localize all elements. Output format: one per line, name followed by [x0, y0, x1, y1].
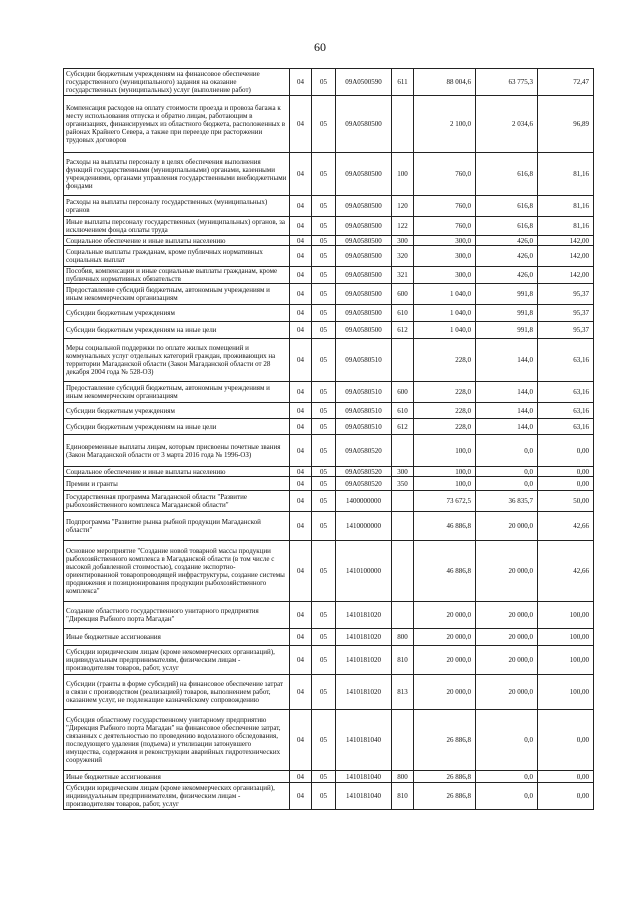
row-percent: 100,00: [538, 646, 594, 675]
row-expense-type: 800: [392, 629, 414, 646]
row-target-code: 09А0580520: [336, 467, 392, 477]
row-expense-type: 810: [392, 783, 414, 810]
row-percent: 96,89: [538, 96, 594, 153]
row-percent: 95,37: [538, 305, 594, 322]
row-executed: 36 835,7: [476, 491, 538, 512]
row-percent: 81,16: [538, 196, 594, 217]
row-name: Субсидия областному государственному унитарному предприятию "Дирекция Рыбного порта Магадан" на финансовое обеспечение затрат, связанных с деятельностью по проведению водолазного обследования, последующего удаления (подъема) и утилизации затонувшего имущества, содержания и реконструкции аварийных гидротехнических сооружений: [64, 710, 290, 771]
table-row: [64, 771, 594, 783]
budget-table: [63, 68, 594, 810]
row-expense-type: 813: [392, 675, 414, 710]
row-name: Субсидии юридическим лицам (кроме некоммерческих организаций), индивидуальным предпринимателям, физическим лицам - производителям товаров, работ, услуг: [64, 646, 290, 675]
row-expense-type: 120: [392, 196, 414, 217]
row-planned: 20 000,0: [414, 602, 476, 629]
row-subsection: 05: [312, 246, 336, 267]
row-name: Субсидии бюджетным учреждениям на иные цели: [64, 322, 290, 339]
row-section: 04: [290, 246, 312, 267]
row-planned: 300,0: [414, 236, 476, 246]
row-name: Премии и гранты: [64, 477, 290, 491]
row-name: Иные бюджетные ассигнования: [64, 629, 290, 646]
row-percent: 0,00: [538, 710, 594, 771]
row-planned: 760,0: [414, 217, 476, 236]
row-planned: 760,0: [414, 153, 476, 196]
row-target-code: 09А0580520: [336, 435, 392, 467]
row-subsection: 05: [312, 419, 336, 435]
row-planned: 46 886,8: [414, 512, 476, 541]
row-expense-type: [392, 602, 414, 629]
row-expense-type: 600: [392, 382, 414, 403]
row-subsection: 05: [312, 435, 336, 467]
row-target-code: 1410100000: [336, 541, 392, 602]
row-executed: 616,8: [476, 153, 538, 196]
row-expense-type: 300: [392, 467, 414, 477]
row-planned: 1 040,0: [414, 284, 476, 305]
row-executed: 0,0: [476, 771, 538, 783]
row-section: 04: [290, 96, 312, 153]
row-expense-type: [392, 710, 414, 771]
table-row: [64, 284, 594, 305]
table-row: [64, 477, 594, 491]
row-executed: 0,0: [476, 710, 538, 771]
row-expense-type: 600: [392, 284, 414, 305]
row-section: 04: [290, 339, 312, 382]
row-planned: 228,0: [414, 419, 476, 435]
row-section: 04: [290, 196, 312, 217]
row-section: 04: [290, 419, 312, 435]
row-expense-type: 610: [392, 305, 414, 322]
row-subsection: 05: [312, 629, 336, 646]
row-target-code: 09А0580500: [336, 196, 392, 217]
row-name: Субсидии бюджетным учреждениям на финансовое обеспечение государственного (муниципального) задания на оказание государственных (муниципальных) услуг (выполнение работ): [64, 69, 290, 96]
row-section: 04: [290, 629, 312, 646]
row-executed: 2 034,6: [476, 96, 538, 153]
row-expense-type: 300: [392, 236, 414, 246]
row-percent: 42,66: [538, 541, 594, 602]
row-subsection: 05: [312, 602, 336, 629]
row-expense-type: 100: [392, 153, 414, 196]
row-executed: 616,8: [476, 217, 538, 236]
row-target-code: 09А0580520: [336, 477, 392, 491]
table-row: [64, 783, 594, 810]
row-executed: 991,8: [476, 305, 538, 322]
row-subsection: 05: [312, 322, 336, 339]
row-percent: 63,16: [538, 419, 594, 435]
row-name: Социальные выплаты гражданам, кроме публичных нормативных социальных выплат: [64, 246, 290, 267]
row-executed: 20 000,0: [476, 512, 538, 541]
row-executed: 0,0: [476, 477, 538, 491]
row-subsection: 05: [312, 217, 336, 236]
table-row: [64, 403, 594, 419]
row-target-code: 1410181040: [336, 771, 392, 783]
row-percent: 142,00: [538, 246, 594, 267]
row-executed: 20 000,0: [476, 541, 538, 602]
row-target-code: 09А0580500: [336, 267, 392, 284]
row-section: 04: [290, 217, 312, 236]
row-name: Социальное обеспечение и иные выплаты населению: [64, 236, 290, 246]
table-row: [64, 646, 594, 675]
row-subsection: 05: [312, 783, 336, 810]
table-row: [64, 305, 594, 322]
row-planned: 228,0: [414, 382, 476, 403]
row-target-code: 1410181020: [336, 646, 392, 675]
row-planned: 20 000,0: [414, 675, 476, 710]
row-subsection: 05: [312, 646, 336, 675]
row-subsection: 05: [312, 403, 336, 419]
row-percent: 63,16: [538, 382, 594, 403]
row-percent: 0,00: [538, 477, 594, 491]
row-section: 04: [290, 477, 312, 491]
table-row: [64, 267, 594, 284]
table-row: [64, 236, 594, 246]
row-name: Создание областного государственного унитарного предприятия "Дирекция Рыбного порта Магадан": [64, 602, 290, 629]
row-target-code: 1410181020: [336, 602, 392, 629]
table-row: [64, 675, 594, 710]
row-expense-type: 350: [392, 477, 414, 491]
row-expense-type: 122: [392, 217, 414, 236]
row-percent: 0,00: [538, 467, 594, 477]
row-subsection: 05: [312, 69, 336, 96]
row-subsection: 05: [312, 491, 336, 512]
row-planned: 2 100,0: [414, 96, 476, 153]
row-section: 04: [290, 305, 312, 322]
row-planned: 26 886,8: [414, 710, 476, 771]
row-name: Иные выплаты персоналу государственных (муниципальных) органов, за исключением фонда оплаты труда: [64, 217, 290, 236]
table-row: [64, 467, 594, 477]
row-section: 04: [290, 771, 312, 783]
row-executed: 20 000,0: [476, 646, 538, 675]
row-section: 04: [290, 783, 312, 810]
row-name: Субсидии бюджетным учреждениям: [64, 403, 290, 419]
row-name: Субсидии юридическим лицам (кроме некоммерческих организаций), индивидуальным предпринимателям, физическим лицам - производителям товаров, работ, услуг: [64, 783, 290, 810]
row-expense-type: 612: [392, 419, 414, 435]
row-executed: 991,8: [476, 322, 538, 339]
row-percent: 63,16: [538, 403, 594, 419]
row-subsection: 05: [312, 196, 336, 217]
row-section: 04: [290, 153, 312, 196]
table-row: [64, 196, 594, 217]
row-executed: 20 000,0: [476, 602, 538, 629]
row-section: 04: [290, 267, 312, 284]
row-section: 04: [290, 710, 312, 771]
row-planned: 88 004,6: [414, 69, 476, 96]
row-target-code: 1410181020: [336, 629, 392, 646]
row-section: 04: [290, 467, 312, 477]
row-percent: 100,00: [538, 602, 594, 629]
row-name: Социальное обеспечение и иные выплаты населению: [64, 467, 290, 477]
row-target-code: 09А0580510: [336, 419, 392, 435]
row-executed: 144,0: [476, 339, 538, 382]
row-section: 04: [290, 541, 312, 602]
row-executed: 144,0: [476, 419, 538, 435]
table-row: [64, 541, 594, 602]
row-name: Единовременные выплаты лицам, которым присвоены почетные звания (Закон Магаданской области от 3 марта 2016 года № 1996-ОЗ): [64, 435, 290, 467]
row-target-code: 1410181020: [336, 675, 392, 710]
row-subsection: 05: [312, 512, 336, 541]
row-target-code: 09А0580500: [336, 217, 392, 236]
row-executed: 426,0: [476, 236, 538, 246]
row-planned: 228,0: [414, 339, 476, 382]
row-percent: 142,00: [538, 236, 594, 246]
row-expense-type: 800: [392, 771, 414, 783]
row-subsection: 05: [312, 771, 336, 783]
row-percent: 72,47: [538, 69, 594, 96]
row-percent: 95,37: [538, 284, 594, 305]
row-planned: 228,0: [414, 403, 476, 419]
row-section: 04: [290, 69, 312, 96]
row-name: Пособия, компенсации и иные социальные выплаты гражданам, кроме публичных нормативных обязательств: [64, 267, 290, 284]
row-section: 04: [290, 284, 312, 305]
row-name: Субсидии (гранты в форме субсидий) на финансовое обеспечение затрат в связи с производством (реализацией) товаров, выполнением работ, оказанием услуг, не подлежащие казначейскому сопровождению: [64, 675, 290, 710]
row-planned: 760,0: [414, 196, 476, 217]
row-section: 04: [290, 491, 312, 512]
table-row: [64, 435, 594, 467]
row-section: 04: [290, 236, 312, 246]
row-subsection: 05: [312, 541, 336, 602]
row-name: Расходы на выплаты персоналу в целях обеспечения выполнения функций государственными (муниципальными) органами, казенными учреждениями, органами управления государственными внебюджетными фондами: [64, 153, 290, 196]
row-section: 04: [290, 435, 312, 467]
row-percent: 0,00: [538, 783, 594, 810]
row-expense-type: 611: [392, 69, 414, 96]
row-planned: 26 886,8: [414, 771, 476, 783]
table-row: [64, 69, 594, 96]
table-row: [64, 153, 594, 196]
row-subsection: 05: [312, 236, 336, 246]
row-target-code: 09А0580510: [336, 403, 392, 419]
row-target-code: 09А0580500: [336, 322, 392, 339]
row-percent: 0,00: [538, 435, 594, 467]
table-row: [64, 629, 594, 646]
row-executed: 991,8: [476, 284, 538, 305]
row-percent: 0,00: [538, 771, 594, 783]
row-planned: 73 672,5: [414, 491, 476, 512]
table-row: [64, 246, 594, 267]
table-row: [64, 217, 594, 236]
row-subsection: 05: [312, 267, 336, 284]
row-planned: 300,0: [414, 246, 476, 267]
row-name: Предоставление субсидий бюджетным, автономным учреждениям и иным некоммерческим организациям: [64, 284, 290, 305]
row-percent: 50,00: [538, 491, 594, 512]
row-subsection: 05: [312, 305, 336, 322]
row-target-code: 09А0500590: [336, 69, 392, 96]
row-executed: 0,0: [476, 783, 538, 810]
row-subsection: 05: [312, 339, 336, 382]
row-target-code: 1410181040: [336, 710, 392, 771]
row-target-code: 1410000000: [336, 512, 392, 541]
page-number: 60: [314, 40, 326, 54]
row-planned: 100,0: [414, 435, 476, 467]
row-subsection: 05: [312, 675, 336, 710]
row-name: Иные бюджетные ассигнования: [64, 771, 290, 783]
row-name: Субсидии бюджетным учреждениям на иные цели: [64, 419, 290, 435]
table-row: [64, 382, 594, 403]
row-planned: 20 000,0: [414, 629, 476, 646]
row-percent: 142,00: [538, 267, 594, 284]
table-row: [64, 512, 594, 541]
row-planned: 46 886,8: [414, 541, 476, 602]
row-section: 04: [290, 512, 312, 541]
row-name: Государственная программа Магаданской области "Развитие рыбохозяйственного комплекса Магаданской области": [64, 491, 290, 512]
row-name: Меры социальной поддержки по оплате жилых помещений и коммунальных услуг отдельных категорий граждан, проживающих на территории Магаданской области (Закон Магаданской области от 28 декабря 2004 года № 528-ОЗ): [64, 339, 290, 382]
table-row: [64, 339, 594, 382]
table-row: [64, 710, 594, 771]
row-executed: 0,0: [476, 435, 538, 467]
row-executed: 616,8: [476, 196, 538, 217]
table-row: [64, 602, 594, 629]
row-target-code: 09А0580500: [336, 246, 392, 267]
row-expense-type: [392, 96, 414, 153]
table-row: [64, 322, 594, 339]
row-executed: 20 000,0: [476, 629, 538, 646]
row-target-code: 09А0580500: [336, 236, 392, 246]
row-subsection: 05: [312, 710, 336, 771]
row-percent: 63,16: [538, 339, 594, 382]
row-planned: 100,0: [414, 467, 476, 477]
row-subsection: 05: [312, 284, 336, 305]
row-subsection: 05: [312, 467, 336, 477]
table-row: [64, 491, 594, 512]
row-percent: 100,00: [538, 675, 594, 710]
row-percent: 81,16: [538, 153, 594, 196]
row-executed: 63 775,3: [476, 69, 538, 96]
row-planned: 1 040,0: [414, 305, 476, 322]
row-percent: 81,16: [538, 217, 594, 236]
row-target-code: 09А0580500: [336, 284, 392, 305]
row-name: Компенсация расходов на оплату стоимости проезда и провоза багажа к месту использования отпуска и обратно лицам, работающим в организациях, финансируемых из областного бюджета, расположенных в районах Крайнего Севера, а также при переезде при расторжении трудовых договоров: [64, 96, 290, 153]
row-executed: 20 000,0: [476, 675, 538, 710]
row-subsection: 05: [312, 153, 336, 196]
row-executed: 426,0: [476, 246, 538, 267]
row-section: 04: [290, 646, 312, 675]
row-expense-type: [392, 435, 414, 467]
row-target-code: 09А0580500: [336, 153, 392, 196]
row-target-code: 09А0580510: [336, 339, 392, 382]
row-expense-type: 612: [392, 322, 414, 339]
row-name: Подпрограмма "Развитие рынка рыбной продукции Магаданской области": [64, 512, 290, 541]
row-planned: 1 040,0: [414, 322, 476, 339]
table-body: [64, 69, 594, 810]
row-expense-type: 320: [392, 246, 414, 267]
row-executed: 426,0: [476, 267, 538, 284]
row-target-code: 1410181040: [336, 783, 392, 810]
row-expense-type: 610: [392, 403, 414, 419]
row-executed: 0,0: [476, 467, 538, 477]
row-executed: 144,0: [476, 403, 538, 419]
row-expense-type: [392, 491, 414, 512]
row-planned: 300,0: [414, 267, 476, 284]
row-expense-type: [392, 339, 414, 382]
row-section: 04: [290, 602, 312, 629]
row-executed: 144,0: [476, 382, 538, 403]
row-target-code: 09А0580500: [336, 305, 392, 322]
row-expense-type: [392, 541, 414, 602]
row-target-code: 09А0580500: [336, 96, 392, 153]
row-section: 04: [290, 403, 312, 419]
row-planned: 100,0: [414, 477, 476, 491]
row-name: Субсидии бюджетным учреждениям: [64, 305, 290, 322]
row-subsection: 05: [312, 477, 336, 491]
row-section: 04: [290, 322, 312, 339]
row-target-code: 1400000000: [336, 491, 392, 512]
row-target-code: 09А0580510: [336, 382, 392, 403]
row-percent: 95,37: [538, 322, 594, 339]
table-row: [64, 419, 594, 435]
row-planned: 26 886,8: [414, 783, 476, 810]
row-planned: 20 000,0: [414, 646, 476, 675]
row-expense-type: 321: [392, 267, 414, 284]
row-percent: 42,66: [538, 512, 594, 541]
table-row: [64, 96, 594, 153]
row-name: Предоставление субсидий бюджетным, автономным учреждениям и иным некоммерческим организациям: [64, 382, 290, 403]
row-expense-type: 810: [392, 646, 414, 675]
row-subsection: 05: [312, 382, 336, 403]
row-name: Основное мероприятие "Создание новой товарной массы продукции рыбохозяйственного комплекса в Магаданской области (в том числе с высокой добавленной стоимостью), создание экспортно-ориентированной товаропроводящей инфраструктуры, создание системы продвижения и позиционирования продукции рыбохозяйственного комплекса": [64, 541, 290, 602]
row-expense-type: [392, 512, 414, 541]
row-percent: 100,00: [538, 629, 594, 646]
row-section: 04: [290, 675, 312, 710]
row-name: Расходы на выплаты персоналу государственных (муниципальных) органов: [64, 196, 290, 217]
row-subsection: 05: [312, 96, 336, 153]
row-section: 04: [290, 382, 312, 403]
